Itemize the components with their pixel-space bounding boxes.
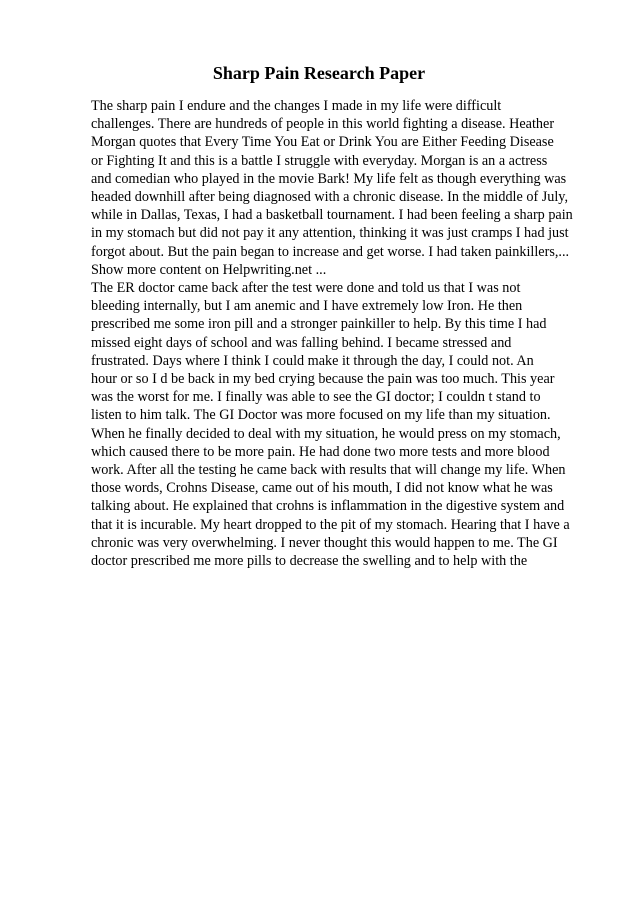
- body-line: hour or so I d be back in my bed crying because the pain was too much. This year: [91, 371, 555, 388]
- body-line: The ER doctor came back after the test were done and told us that I was not: [91, 280, 521, 297]
- body-line: When he finally decided to deal with my situation, he would press on my stomach,: [91, 425, 561, 442]
- body-line: The sharp pain I endure and the changes I made in my life were difficult: [91, 98, 502, 114]
- body-line: which caused there to be more pain. He had done two more tests and more blood: [91, 443, 550, 460]
- document-title: Sharp Pain Research Paper: [212, 63, 426, 83]
- body-line: listen to him talk. The GI Doctor was more focused on my life than my situation.: [91, 407, 551, 424]
- body-line: was the worst for me. I finally was able to see the GI doctor; I couldn t stand to: [91, 389, 541, 406]
- body-line: prescribed me some iron pill and a stronger painkiller to help. By this time I had: [91, 316, 547, 333]
- body-line: while in Dallas, Texas, I had a basketball tournament. I had been feeling a sharp pain: [91, 207, 573, 224]
- show-more-line: Show more content on Helpwriting.net ...: [91, 261, 327, 278]
- body-line: missed eight days of school and was falling behind. I became stressed and: [91, 334, 512, 351]
- body-line: doctor prescribed me more pills to decrease the swelling and to help with the: [91, 553, 528, 570]
- body-line: Morgan quotes that Every Time You Eat or Drink You are Either Feeding Disease: [91, 134, 554, 151]
- body-line: those words, Crohns Disease, came out of his mouth, I did not know what he was: [91, 480, 553, 497]
- body-line: work. After all the testing he came back with results that will change my life. When: [91, 462, 566, 479]
- body-line: frustrated. Days where I think I could make it through the day, I could not. An: [91, 352, 534, 369]
- body-line: headed downhill after being diagnosed with a chronic disease. In the middle of July,: [91, 189, 568, 206]
- body-line: forgot about. But the pain began to increase and get worse. I had taken painkillers,...: [91, 243, 570, 260]
- body-line: and comedian who played in the movie Bark! My life felt as though everything was: [91, 170, 567, 187]
- body-line: talking about. He explained that crohns is inflammation in the digestive system and: [91, 498, 565, 515]
- body-line: that it is incurable. My heart dropped to the pit of my stomach. Hearing that I have a: [91, 516, 570, 533]
- document-body: [91, 97, 591, 570]
- body-line: chronic was very overwhelming. I never thought this would happen to me. The GI: [91, 534, 558, 551]
- body-line: bleeding internally, but I am anemic and I have extremely low Iron. He then: [91, 298, 523, 315]
- body-line: in my stomach but did not pay it any attention, thinking it was just cramps I had just: [91, 225, 569, 242]
- body-line: challenges. There are hundreds of people in this world fighting a disease. Heather: [91, 116, 555, 133]
- body-line: or Fighting It and this is a battle I struggle with everyday. Morgan is an a actress: [91, 152, 548, 169]
